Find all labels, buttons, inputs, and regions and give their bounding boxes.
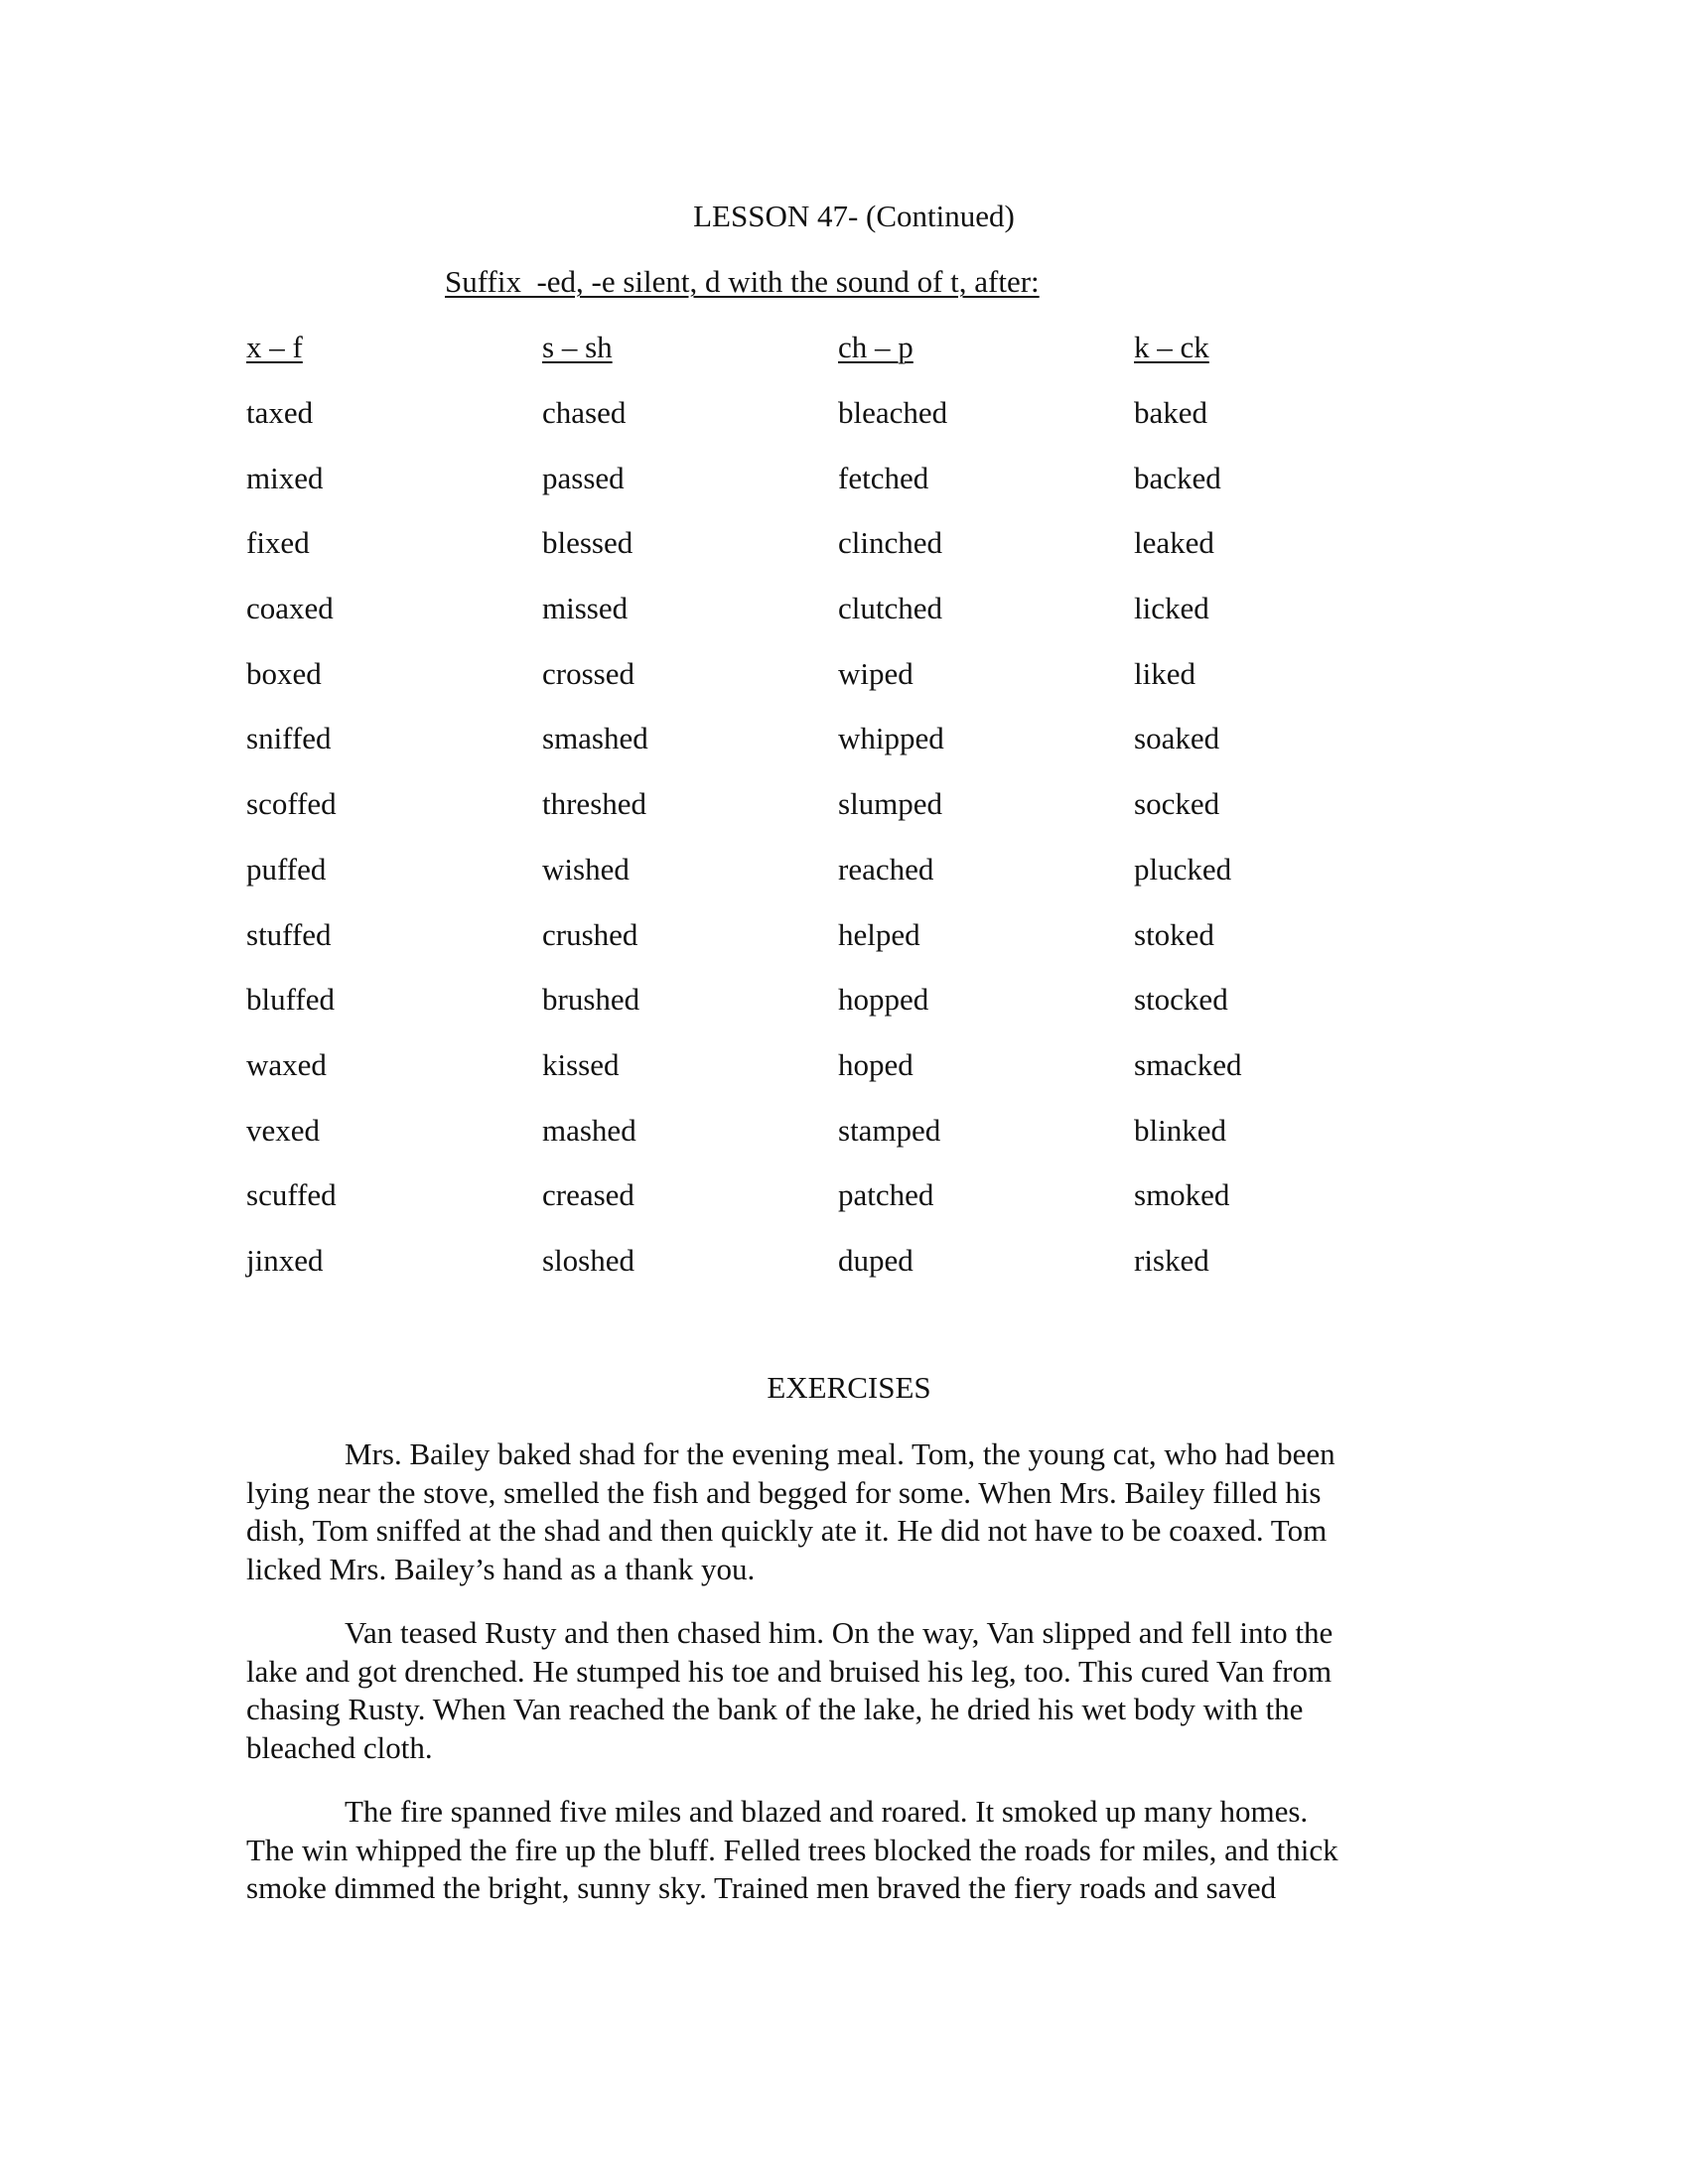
word-item: missed xyxy=(542,591,629,626)
word-item: stoked xyxy=(1134,916,1214,952)
word-item: sniffed xyxy=(246,721,332,756)
word-item: boxed xyxy=(246,655,322,691)
word-item: licked xyxy=(1134,591,1209,626)
column-header: x – f xyxy=(246,330,303,364)
word-item: scuffed xyxy=(246,1177,337,1213)
word-item: risked xyxy=(1134,1242,1209,1278)
word-column xyxy=(246,328,534,1306)
word-item: backed xyxy=(1134,460,1221,495)
column-header: ch – p xyxy=(838,330,914,364)
word-item: whipped xyxy=(838,721,944,756)
word-item: coaxed xyxy=(246,591,334,626)
word-list xyxy=(1134,393,1422,1306)
exercise-paragraph xyxy=(246,1435,1428,1588)
exercise-paragraph xyxy=(246,1793,1428,1908)
word-item: puffed xyxy=(246,851,327,887)
word-item: fetched xyxy=(838,460,929,495)
word-item: slumped xyxy=(838,786,943,822)
word-item: plucked xyxy=(1134,851,1232,887)
paragraph-line: smoke dimmed the bright, sunny sky. Trained men braved the fiery roads and saved xyxy=(246,1870,1277,1905)
word-item: leaked xyxy=(1134,525,1214,561)
word-column xyxy=(1134,328,1422,1306)
word-item: bluffed xyxy=(246,982,335,1018)
word-item: wiped xyxy=(838,655,914,691)
word-item: stocked xyxy=(1134,982,1228,1018)
word-list xyxy=(246,393,534,1306)
word-item: mixed xyxy=(246,460,324,495)
word-item: taxed xyxy=(246,395,314,430)
word-item: sloshed xyxy=(542,1242,634,1278)
word-item: duped xyxy=(838,1242,914,1278)
word-item: hopped xyxy=(838,982,929,1018)
word-list xyxy=(838,393,1126,1306)
paragraph-line: dish, Tom sniffed at the shad and then quickly ate it. He did not have to be coaxed. Tom xyxy=(246,1513,1328,1548)
word-item: helped xyxy=(838,916,920,952)
word-item: fixed xyxy=(246,525,310,561)
word-item: hoped xyxy=(838,1046,914,1082)
paragraph-line: chasing Rusty. When Van reached the bank of the lake, he dried his wet body with the xyxy=(246,1692,1304,1726)
word-item: crushed xyxy=(542,916,638,952)
exercises-title: EXERCISES xyxy=(767,1370,931,1405)
column-header: s – sh xyxy=(542,330,613,364)
lesson-title: LESSON 47- (Continued) xyxy=(693,199,1015,233)
word-item: mashed xyxy=(542,1112,636,1148)
paragraph-line: The fire spanned five miles and blazed and roared. It smoked up many homes. xyxy=(345,1794,1309,1829)
word-item: socked xyxy=(1134,786,1220,822)
word-item: jinxed xyxy=(246,1242,324,1278)
word-item: crossed xyxy=(542,655,634,691)
word-list xyxy=(542,393,830,1306)
word-column xyxy=(542,328,830,1306)
word-column xyxy=(838,328,1126,1306)
word-item: smashed xyxy=(542,721,648,756)
word-item: clutched xyxy=(838,591,943,626)
word-item: vexed xyxy=(246,1112,321,1148)
paragraph-line: lying near the stove, smelled the fish and begged for some. When Mrs. Bailey filled his xyxy=(246,1474,1322,1510)
paragraph-line: lake and got drenched. He stumped his toe and bruised his leg, too. This cured Van from xyxy=(246,1653,1333,1689)
column-header: k – ck xyxy=(1134,330,1209,364)
word-item: blessed xyxy=(542,525,633,561)
word-item: chased xyxy=(542,395,627,430)
paragraph-line: bleached cloth. xyxy=(246,1729,433,1765)
word-item: soaked xyxy=(1134,721,1220,756)
exercises-section xyxy=(246,1435,1428,1934)
word-item: clinched xyxy=(838,525,943,561)
word-item: creased xyxy=(542,1177,634,1213)
word-item: liked xyxy=(1134,655,1196,691)
word-item: reached xyxy=(838,851,934,887)
word-item: brushed xyxy=(542,982,640,1018)
word-item: baked xyxy=(1134,395,1208,430)
word-item: bleached xyxy=(838,395,948,430)
word-item: stuffed xyxy=(246,916,332,952)
paragraph-line: The win whipped the fire up the bluff. Felled trees blocked the roads for miles, and thick xyxy=(246,1832,1338,1867)
word-item: wished xyxy=(542,851,630,887)
word-item: passed xyxy=(542,460,625,495)
word-item: kissed xyxy=(542,1046,620,1082)
paragraph-line: Van teased Rusty and then chased him. On the way, Van slipped and fell into the xyxy=(345,1615,1334,1650)
paragraph-line: licked Mrs. Bailey’s hand as a thank you. xyxy=(246,1551,756,1586)
word-item: stamped xyxy=(838,1112,941,1148)
word-item: waxed xyxy=(246,1046,327,1082)
word-item: smacked xyxy=(1134,1046,1242,1082)
word-columns xyxy=(246,328,1438,1300)
word-item: smoked xyxy=(1134,1177,1230,1213)
word-item: blinked xyxy=(1134,1112,1226,1148)
word-item: patched xyxy=(838,1177,934,1213)
word-item: scoffed xyxy=(246,786,337,822)
word-item: threshed xyxy=(542,786,647,822)
paragraph-line: Mrs. Bailey baked shad for the evening meal. Tom, the young cat, who had been xyxy=(345,1436,1336,1471)
lesson-subtitle: Suffix -ed, -e silent, d with the sound of t, after: xyxy=(445,264,1040,299)
exercise-paragraph xyxy=(246,1614,1428,1767)
